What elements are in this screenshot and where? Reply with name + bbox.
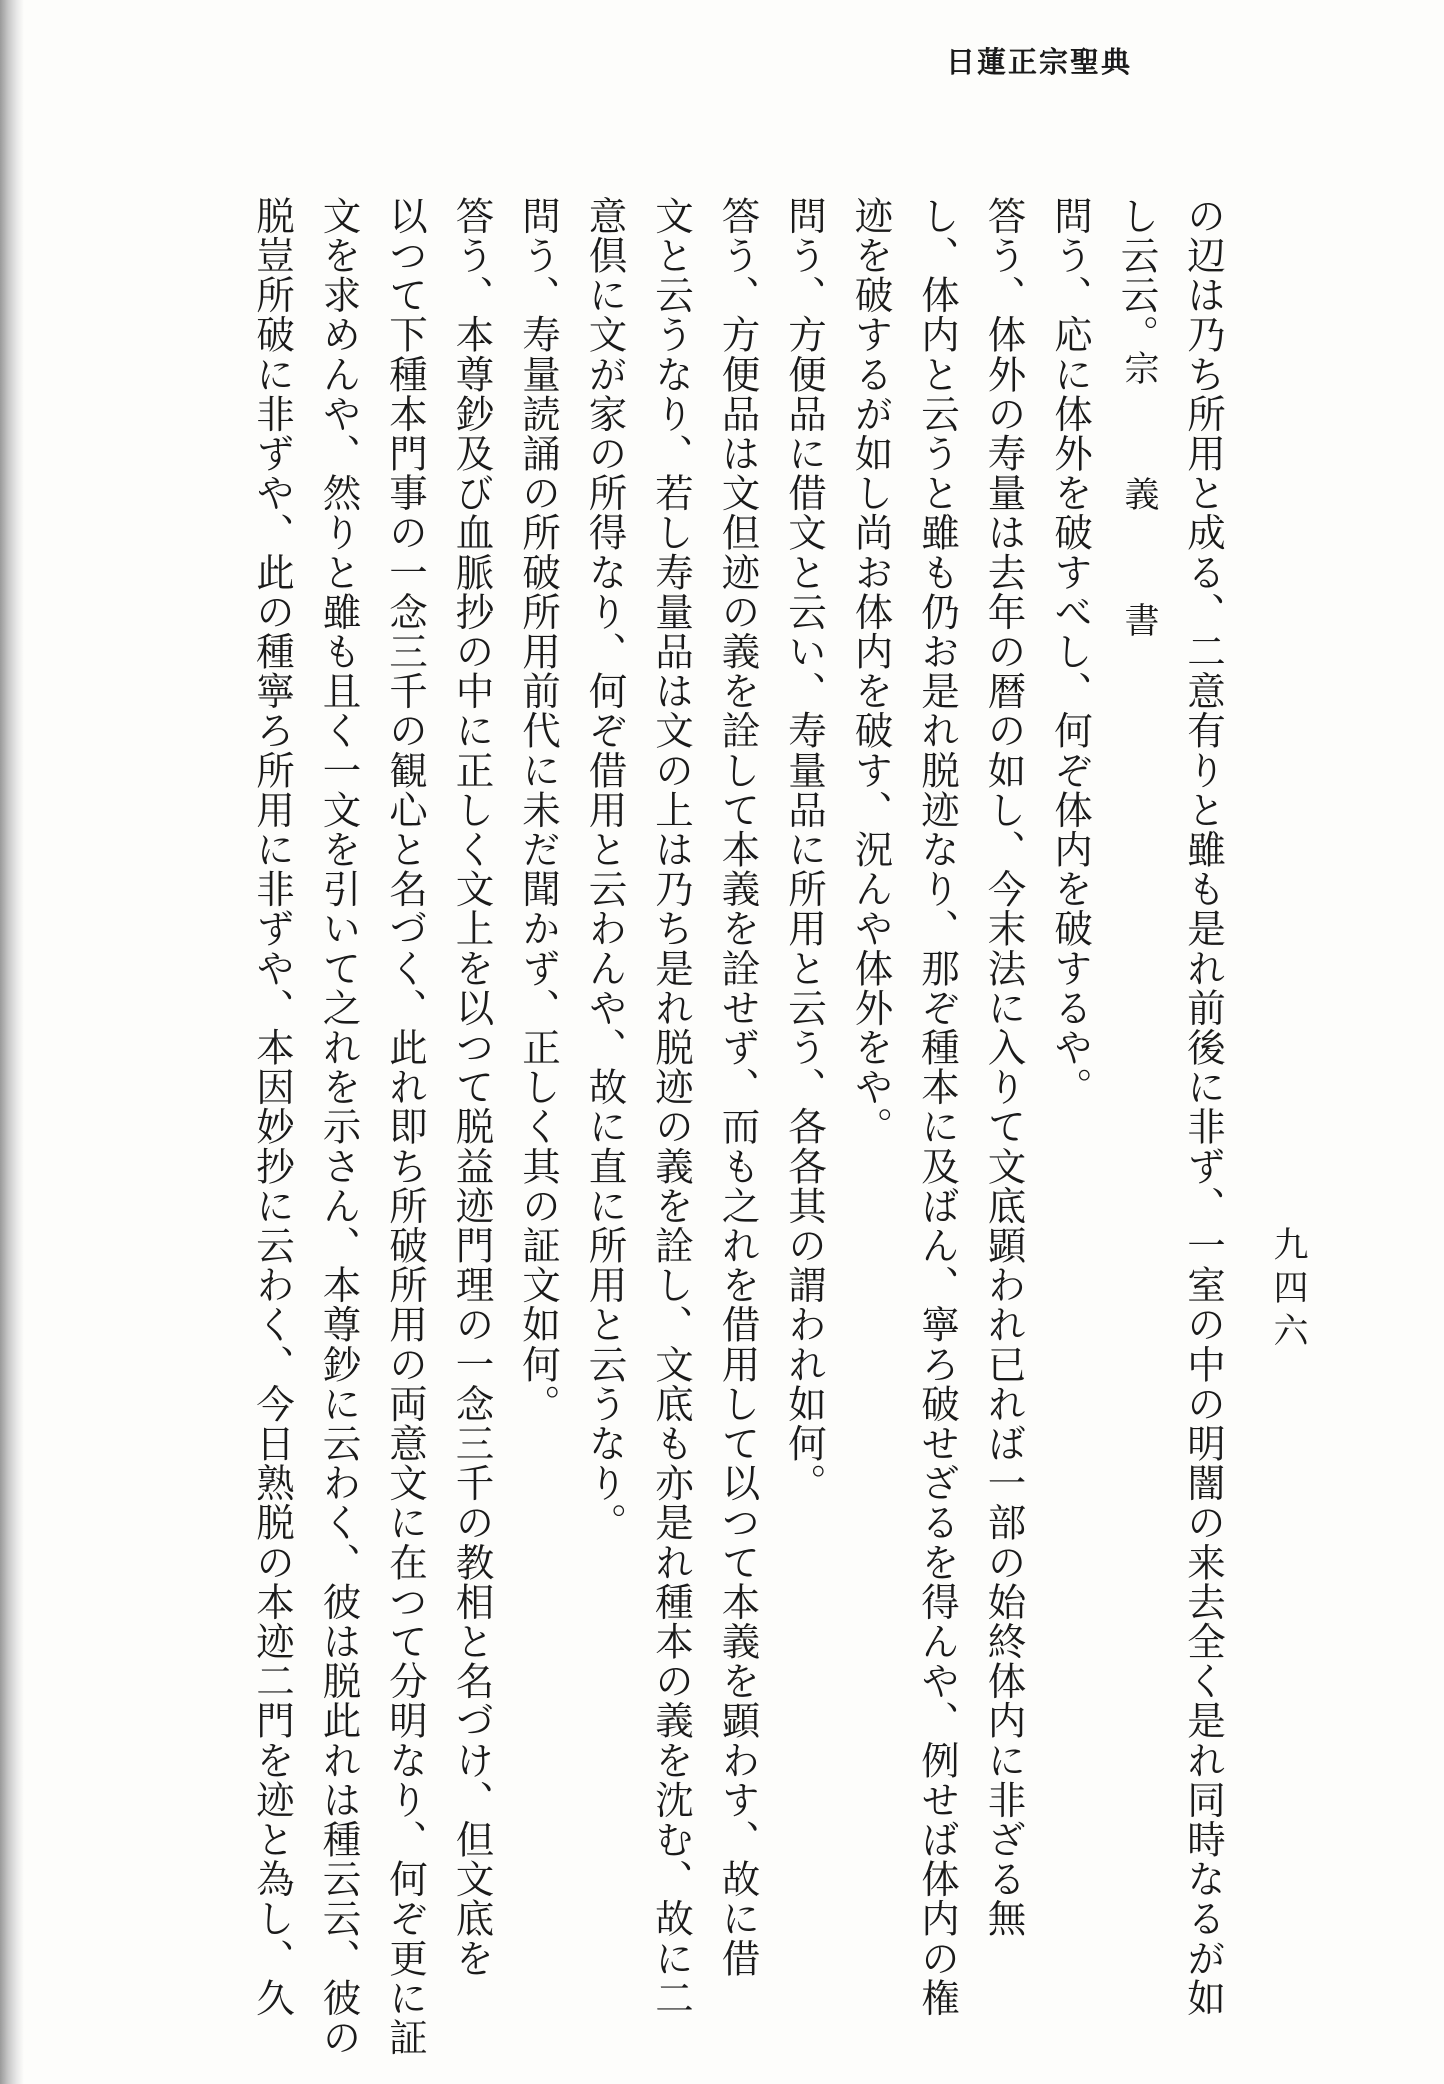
text-line: 文を求めんや、然りと雖も且く一文を引いて之れを示さん、本尊鈔に云わく、彼は脱此れは種云云、彼の bbox=[316, 196, 362, 2058]
text-line: の辺は乃ち所用と成る、二意有りと雖も是れ前後に非ず、一室の中の明闇の来去全く是れ同時なるが如 bbox=[1181, 196, 1226, 2018]
work-title: 宗 義 書 bbox=[1119, 350, 1159, 665]
text-line: 迹を破するが如し尚お体内を破す、況んや体外をや。 bbox=[848, 196, 894, 1147]
text-line: 問う、応に体外を破すべし、何ぞ体内を破するや。 bbox=[1048, 196, 1093, 1107]
text-line: し云云。 bbox=[1114, 196, 1160, 355]
text-line: 脱豈所破に非ずや、此の種寧ろ所用に非ずや、本因妙抄に云わく、今日熟脱の本迹二門を迹と為し、久 bbox=[250, 196, 295, 2018]
running-header-book-title: 日蓮正宗聖典 bbox=[946, 45, 1133, 79]
text-line: 答う、本尊鈔及び血脈抄の中に正しく文上を以つて脱益迹門理の一念三千の教相と名づけ、但文底を bbox=[449, 196, 495, 1978]
text-line: 答う、体外の寿量は去年の暦の如し、今末法に入りて文底顕われ已れば一部の始終体内に非ざる無 bbox=[981, 196, 1027, 1939]
binding-gutter-shadow bbox=[0, 0, 24, 2084]
text-line: 以つて下種本門事の一念三千の観心と名づく、此れ即ち所破所用の両意文に在つて分明なり、何ぞ更に証 bbox=[383, 196, 428, 2058]
text-line: 答う、方便品は文但迹の義を詮して本義を詮せず、而も之れを借用して以つて本義を顕わす、故に借 bbox=[715, 196, 761, 1978]
page-number: 九四六 bbox=[1268, 1226, 1308, 1355]
text-line: 問う、寿量読誦の所破所用前代に未だ聞かず、正しく其の証文如何。 bbox=[516, 196, 561, 1424]
vertical-text-body bbox=[176, 196, 1236, 2058]
text-line: 文と云うなり、若し寿量品は文の上は乃ち是れ脱迹の義を詮し、文底も亦是れ種本の義を沈む、故に二 bbox=[649, 196, 694, 2018]
text-line: 問う、方便品に借文と云い、寿量品に所用と云う、各各其の謂われ如何。 bbox=[782, 196, 827, 1503]
text-line: 意倶に文が家の所得なり、何ぞ借用と云わんや、故に直に所用と云うなり。 bbox=[582, 196, 628, 1543]
text-line: し、体内と云うと雖も仍お是れ脱迹なり、那ぞ種本に及ばん、寧ろ破せざるを得んや、例せば体内の権 bbox=[915, 196, 960, 2018]
